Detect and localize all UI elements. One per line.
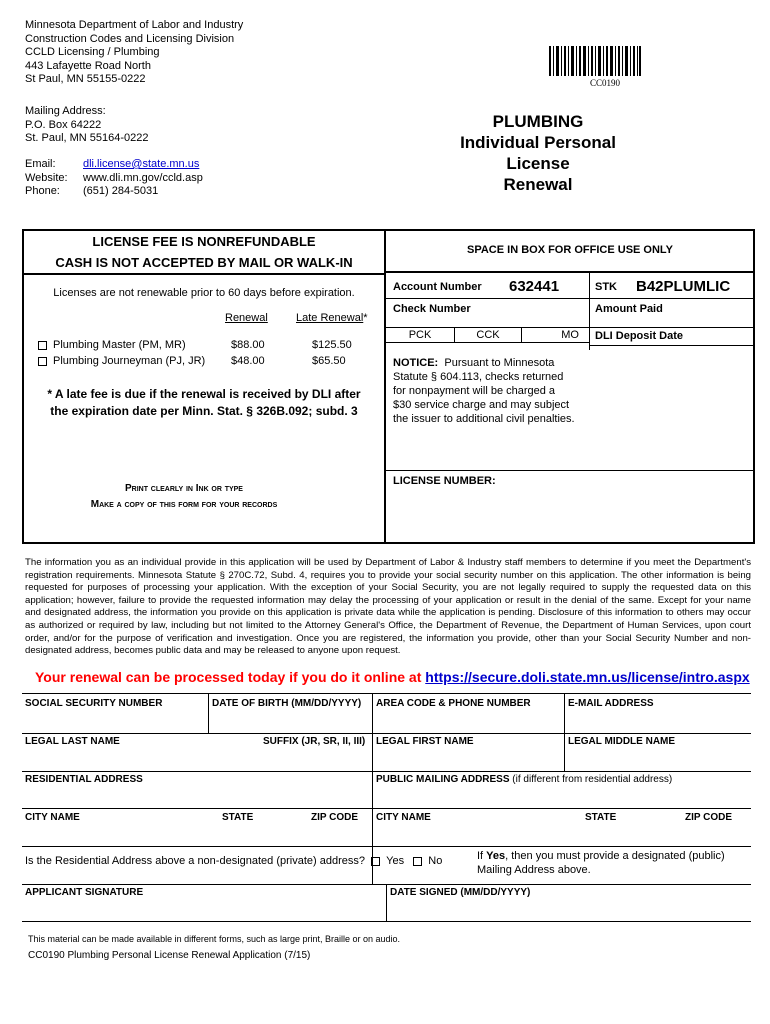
notice-bold: NOTICE:	[393, 357, 439, 369]
office-notice	[393, 356, 588, 426]
paytype-rule	[386, 342, 589, 343]
title-line: Renewal	[503, 175, 573, 194]
signature-field[interactable]: APPLICANT SIGNATURE	[25, 887, 144, 898]
phone-value: (651) 284-5031	[83, 185, 159, 197]
fee-headings	[24, 231, 384, 273]
phone-field[interactable]: AREA CODE & PHONE NUMBER	[376, 698, 531, 709]
field-divider	[564, 693, 565, 771]
journeyman-checkbox[interactable]	[38, 357, 47, 366]
field-divider	[386, 884, 387, 922]
late-note-line: * A late fee is due if the renewal is received by DLI after	[47, 387, 361, 401]
field-rule	[22, 808, 751, 809]
public-address-field[interactable]	[376, 774, 672, 785]
public-address-label: PUBLIC MAILING ADDRESS	[376, 774, 510, 785]
fee-row-label: Plumbing Master (PM, MR)	[53, 339, 186, 351]
mailing-line: St. Paul, MN 55164-0222	[25, 132, 149, 144]
dept-line: Minnesota Department of Labor and Industry	[25, 19, 244, 31]
mailing-line: P.O. Box 64222	[25, 118, 102, 131]
no-checkbox[interactable]	[413, 857, 422, 866]
first-name-field[interactable]: LEGAL FIRST NAME	[376, 736, 474, 747]
office-col-divider	[589, 273, 590, 350]
fee-row-label: Plumbing Journeyman (PJ, JR)	[53, 355, 206, 367]
fee-renewal-value: $48.00	[231, 355, 265, 367]
alt-formats-note: This material can be made available in different forms, such as large print, Braille or on audio.	[28, 934, 401, 944]
account-value: 632441	[509, 278, 560, 295]
form-id: CC0190 Plumbing Personal License Renewal Application (7/15)	[28, 950, 311, 961]
website-value: www.dli.mn.gov/ccld.asp	[83, 171, 203, 184]
website-label: Website:	[25, 171, 68, 184]
dept-line: CCLD Licensing / Plumbing	[25, 46, 160, 58]
field-rule	[22, 921, 751, 922]
field-rule	[22, 846, 751, 847]
stk-label: STK	[595, 281, 617, 293]
office-rule-top	[386, 271, 754, 273]
ssn-field[interactable]: SOCIAL SECURITY NUMBER	[25, 698, 163, 709]
yes-label: Yes	[386, 855, 405, 867]
paytype-pck: PCK	[408, 329, 432, 341]
check-label: Check Number	[393, 303, 471, 315]
renewal-notice: Licenses are not renewable prior to 60 days before expiration.	[53, 287, 355, 299]
if-yes-note	[477, 849, 725, 877]
print-instructions	[24, 481, 344, 513]
residential-address-field[interactable]: RESIDENTIAL ADDRESS	[25, 774, 143, 785]
deposit-date-label: DLI Deposit Date	[595, 330, 684, 342]
email-field[interactable]: E-MAIL ADDRESS	[568, 698, 654, 709]
field-rule	[22, 771, 751, 772]
notice-line: Pursuant to Minnesota	[444, 357, 555, 369]
office-rule	[386, 327, 754, 328]
barcode-text: CC0190	[590, 78, 621, 88]
last-name-field[interactable]: LEGAL LAST NAME	[25, 736, 120, 747]
barcode-graphic	[549, 46, 641, 76]
fee-renewal-value: $88.00	[231, 339, 265, 351]
print-line: Make a copy of this form for your records	[90, 499, 278, 510]
barcode	[549, 46, 641, 76]
title-line: PLUMBING	[492, 112, 584, 131]
print-line: Print clearly in Ink or type	[125, 483, 243, 494]
form-title	[430, 111, 646, 195]
notice-line: for nonpayment will be charged a	[393, 385, 556, 397]
mailing-address	[25, 105, 149, 146]
city-field[interactable]: CITY NAME	[25, 812, 80, 823]
fee-heading: LICENSE FEE IS NONREFUNDABLE	[92, 234, 316, 249]
license-number-label: LICENSE NUMBER:	[393, 475, 496, 487]
department-address	[25, 19, 243, 87]
dept-line: Construction Codes and Licensing Division	[25, 32, 235, 45]
private-address-question	[25, 855, 442, 867]
account-label: Account Number	[393, 281, 482, 293]
field-rule	[22, 693, 751, 694]
paytype-cck: CCK	[476, 329, 500, 341]
zip-field[interactable]: ZIP CODE	[311, 812, 359, 823]
notice-line: $30 service charge and may subject	[393, 399, 570, 411]
dept-line: 443 Lafayette Road North	[25, 59, 151, 72]
late-note-line: the expiration date per Minn. Stat. § 326B.092; subd. 3	[50, 404, 358, 418]
dept-line: St Paul, MN 55155-0222	[25, 73, 146, 85]
office-rule	[386, 298, 754, 299]
col-late-header	[296, 312, 368, 324]
online-text: Your renewal can be processed today if you do it online at	[35, 669, 426, 685]
suffix-field[interactable]: SUFFIX (JR, SR, II, III)	[263, 736, 366, 747]
date-signed-field[interactable]: DATE SIGNED (MM/DD/YYYY)	[390, 887, 531, 898]
city-field[interactable]: CITY NAME	[376, 812, 431, 823]
office-rule	[386, 470, 754, 471]
zip-field[interactable]: ZIP CODE	[685, 812, 733, 823]
question-text: Is the Residential Address above a non-designated (private) address?	[25, 855, 365, 867]
fee-heading-rule	[24, 273, 384, 275]
middle-name-field[interactable]: LEGAL MIDDLE NAME	[568, 736, 676, 747]
dob-field[interactable]: DATE OF BIRTH (MM/DD/YYYY)	[212, 698, 362, 709]
online-renewal	[35, 669, 750, 685]
email-link[interactable]: dli.license@state.mn.us	[83, 158, 200, 170]
yes-checkbox[interactable]	[371, 857, 380, 866]
field-rule	[22, 733, 751, 734]
public-address-note: (if different from residential address)	[509, 774, 673, 785]
col-renewal-header: Renewal	[225, 312, 268, 324]
if-yes-bold: Yes	[486, 850, 506, 862]
online-url-link[interactable]: https://secure.doli.state.mn.us/license/intro.aspx	[425, 669, 750, 685]
title-line: Individual Personal License	[460, 133, 616, 173]
notice-line: Statute § 604.113, checks returned	[393, 371, 564, 383]
col-late-mark: *	[363, 312, 368, 324]
state-field[interactable]: STATE	[585, 812, 617, 823]
office-heading: SPACE IN BOX FOR OFFICE USE ONLY	[467, 244, 673, 256]
amount-label: Amount Paid	[595, 303, 663, 315]
fee-heading: CASH IS NOT ACCEPTED BY MAIL OR WALK-IN	[55, 255, 353, 270]
master-checkbox[interactable]	[38, 341, 47, 350]
stk-value: B42PLUMLIC	[636, 278, 731, 295]
mailing-line: Mailing Address:	[25, 105, 106, 117]
email-label: Email:	[25, 158, 56, 170]
if-yes-line: Mailing Address above.	[477, 864, 591, 876]
box-divider	[384, 230, 386, 543]
no-label: No	[428, 855, 443, 867]
fee-late-value: $65.50	[312, 355, 346, 367]
fee-row-journeyman	[38, 355, 205, 367]
contact-info	[25, 158, 203, 199]
col-late-text: Late Renewal	[296, 312, 364, 324]
paytype-mo: MO	[561, 329, 579, 341]
notice-line: the issuer to additional civil penalties.	[393, 413, 575, 425]
phone-label: Phone:	[25, 185, 60, 197]
deposit-rule	[589, 345, 754, 346]
if-yes-post: , then you must provide a designated (public)	[505, 850, 725, 862]
if-yes-pre: If	[477, 850, 487, 862]
state-field[interactable]: STATE	[222, 812, 254, 823]
field-divider	[208, 693, 209, 733]
privacy-notice: The information you as an individual provide in this application will be used by Department of Labor & Industry staff members to determine if you meet the Department's registration requirements. Minnesota Statute § 270C.72, Subd. 4, requires you to provide your social security number on this application. The other information is being requested for purposes of processing your application. With the exception of your Social Security, you are not legally required to supply the requested data on this application; however, failure to provide the requested information may delay the processing of your application or result in the denial of the same. Except for your name and designated address, the information you provide on this application is private data while the application is pending. Disclosure of this information to others may occur as authorized or required by law, including but not limited to the Attorney General's Office, the Department of Revenue, the Department of Human Services, upon court order, and/or for the purpose of verification and investigation. Once you are registered, the information you provide, other than your Social Security Number and non-designated address, becomes public data and may be released to anyone upon request.	[25, 557, 751, 657]
fee-late-value: $125.50	[312, 339, 352, 351]
fee-row-master	[38, 339, 186, 351]
late-fee-note	[24, 386, 384, 420]
